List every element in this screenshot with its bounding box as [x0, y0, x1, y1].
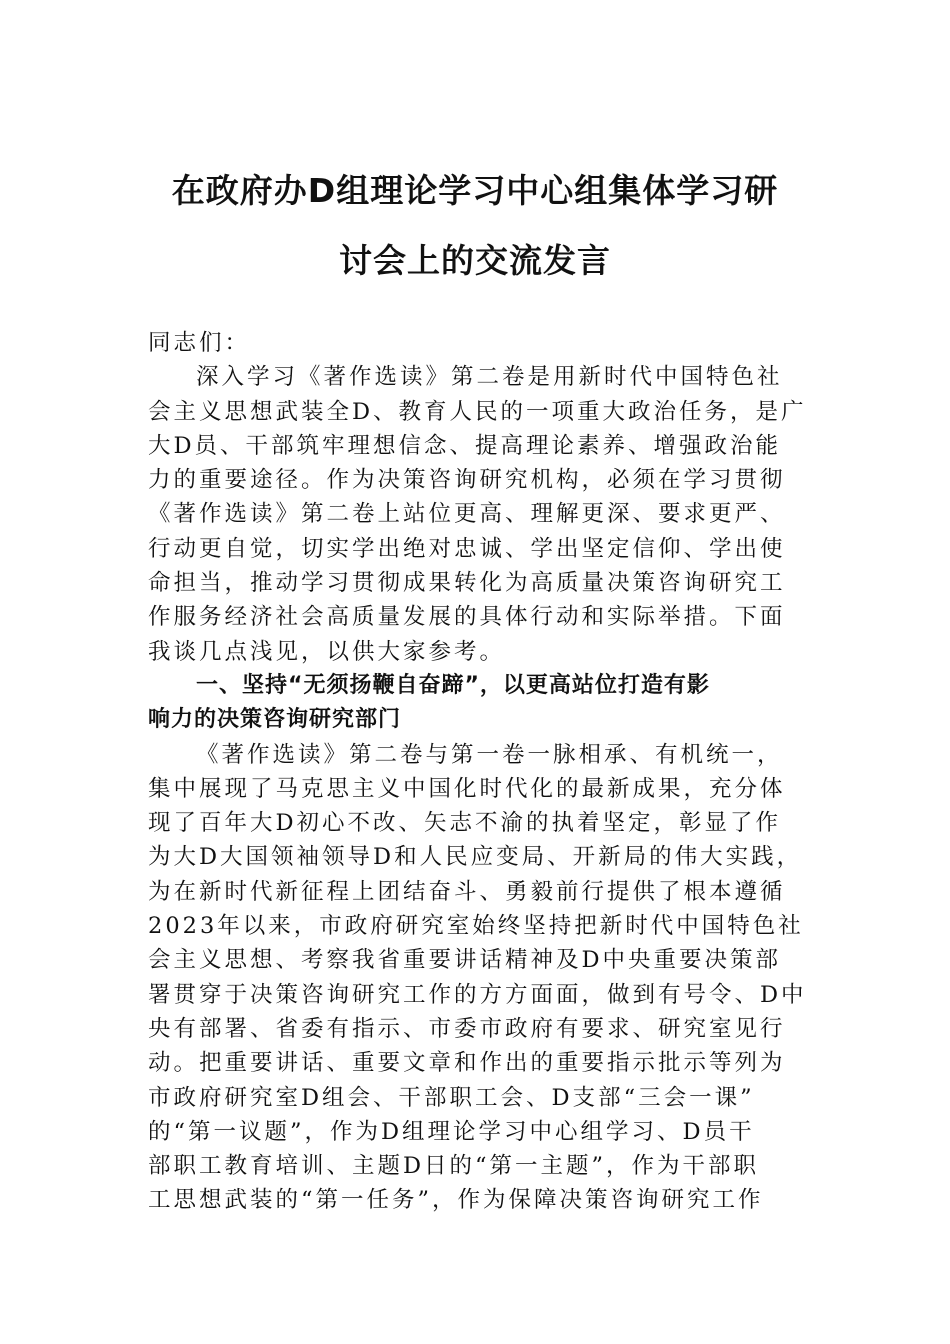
paragraph-line: 我谈几点浅见，以供大家参考。: [148, 638, 506, 665]
paragraph-line: 央有部署、省委有指示、市委市政府有要求、研究室见行: [148, 1015, 786, 1042]
paragraph-line: 力的重要途径。作为决策咨询研究机构，必须在学习贯彻: [148, 467, 786, 494]
paragraph-line: 为大D大国领袖领导D和人民应变局、开新局的伟大实践，: [148, 844, 803, 871]
paragraph-line: 集中展现了马克思主义中国化时代化的最新成果，充分体: [148, 775, 786, 802]
paragraph-line: 工思想武装的“第一任务”，作为保障决策咨询研究工作: [148, 1187, 764, 1214]
paragraph-line: 作服务经济社会高质量发展的具体行动和实际举措。下面: [148, 604, 786, 631]
paragraph-line: 市政府研究室D组会、干部职工会、D支部“三会一课”: [148, 1084, 755, 1111]
paragraph-line: 2023年以来，市政府研究室始终坚持把新时代中国特色社: [148, 913, 804, 940]
paragraph-line: 深入学习《著作选读》第二卷是用新时代中国特色社: [196, 364, 783, 391]
paragraph-line: 命担当，推动学习贯彻成果转化为高质量决策咨询研究工: [148, 570, 786, 597]
paragraph-line: 现了百年大D初心不改、矢志不渝的执着坚定，彰显了作: [148, 810, 782, 837]
paragraph-line: 《著作选读》第二卷与第一卷一脉相承、有机统一，: [196, 741, 783, 768]
paragraph-line: 大D员、干部筑牢理想信念、提高理论素养、增强政治能: [148, 432, 782, 459]
paragraph-line: 的“第一议题”，作为D组理论学习中心组学习、D员干: [148, 1118, 755, 1145]
document-body: [148, 326, 808, 1218]
section-heading-line: 响力的决策咨询研究部门: [148, 707, 402, 733]
paragraph-line: 会主义思想、考察我省重要讲话精神及D中央重要决策部: [148, 947, 782, 974]
document-title-line-2: 讨会上的交流发言: [339, 241, 611, 280]
paragraph-line: 《著作选读》第二卷上站位更高、理解更深、要求更严、: [148, 501, 786, 528]
paragraph-line: 行动更自觉，切实学出绝对忠诚、学出坚定信仰、学出使: [148, 535, 786, 562]
paragraph-line: 部职工教育培训、主题D日的“第一主题”，作为干部职: [148, 1153, 760, 1180]
section-heading-line: 一、坚持“无须扬鞭自奋蹄”，以更高站位打造有影: [196, 672, 710, 698]
paragraph-line: 动。把重要讲话、重要文章和作出的重要指示批示等列为: [148, 1050, 786, 1077]
document-title-line-1: 在政府办D组理论学习中心组集体学习研: [171, 171, 779, 210]
paragraph-line: 署贯穿于决策咨询研究工作的方方面面，做到有号令、D中: [148, 981, 807, 1008]
paragraph-line: 为在新时代新征程上团结奋斗、勇毅前行提供了根本遵循: [148, 878, 786, 905]
salutation: 同志们：: [148, 330, 251, 356]
paragraph-line: 会主义思想武装全D、教育人民的一项重大政治任务，是广: [148, 398, 807, 425]
